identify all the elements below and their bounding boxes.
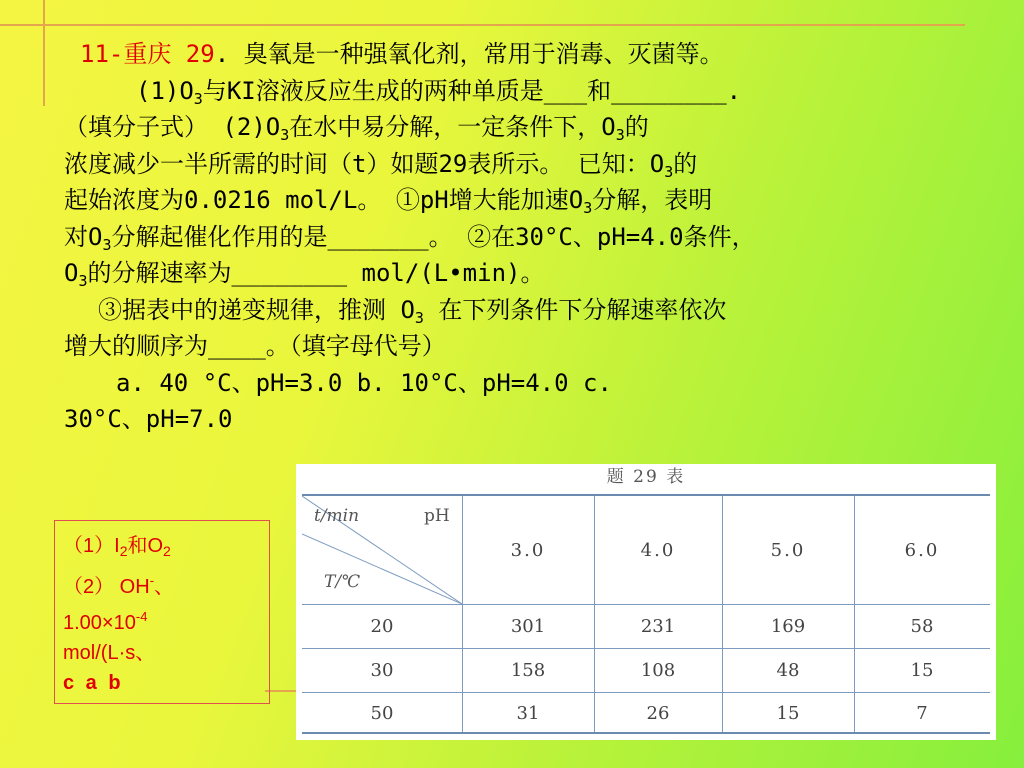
question-line-1: 11-重庆 29. 臭氧是一种强氧化剂，常用于消毒、灭菌等。 — [80, 40, 724, 68]
answer-line-3: $1.00\times 10^{-4}$ — [63, 609, 148, 634]
ph-header: 4.0 — [640, 539, 676, 561]
table-cell: 158 — [510, 659, 546, 681]
table-cell: 31 — [516, 702, 540, 724]
question-line-5: 起始浓度为0.0216 mol/L。 ①pH增大能加速$O_3$分解，表明 — [64, 186, 713, 217]
ozone-halflife-table — [302, 494, 990, 734]
table-cell: 7 — [916, 702, 928, 724]
temp-cell: 20 — [370, 615, 394, 637]
question-source: 11-重庆 29 — [80, 40, 215, 68]
temp-cell: 50 — [370, 702, 394, 724]
question-line-8: ③据表中的递变规律，推测 $O_3$ 在下列条件下分解速率依次 — [98, 295, 727, 327]
table-cell: 169 — [770, 615, 806, 637]
table-cell: 15 — [776, 702, 800, 724]
decor-line-top — [0, 24, 965, 26]
question-line-6: 对$O_3$分解起催化作用的是_______。 ②在30°C、pH=4.0条件， — [64, 222, 756, 254]
question-line-11: 30°C、pH=7.0 — [64, 405, 233, 433]
answer-line-4: mol/(L·s、 — [63, 642, 156, 664]
table-cell: 301 — [510, 615, 546, 637]
table-cell: 48 — [776, 659, 800, 681]
table-cell: 231 — [640, 615, 676, 637]
answer-box — [54, 520, 270, 704]
question-text — [64, 36, 1009, 438]
question-line-10: a. 40 °C、pH=3.0 b. 10°C、pH=4.0 c. — [116, 368, 612, 397]
question-line-4: 浓度减少一半所需的时间（t）如题29表所示。 已知：$O_3$的 — [64, 149, 698, 181]
table-cell: 26 — [646, 702, 670, 724]
question-line-7: $O_3$的分解速率为________ mol/(L•min)。 — [64, 259, 545, 290]
ph-header: 5.0 — [770, 539, 806, 561]
temp-cell: 30 — [370, 659, 394, 681]
answer-line-1: $(1)I_2$和$O_2$ — [63, 535, 171, 559]
ph-header: 6.0 — [904, 539, 940, 561]
question-line-2: $(1)O_3$与KI溶液反应生成的两种单质是___和________. — [136, 76, 742, 108]
answer-line-2: （2） OH-、 — [63, 573, 175, 598]
ph-header: 3.0 — [510, 539, 546, 561]
table-cell: 58 — [910, 615, 934, 637]
data-table-image — [296, 464, 996, 740]
table-title: 题 29 表 — [606, 467, 686, 487]
question-line-3: （填分子式） $(2)O_3$在水中易分解，一定条件下，$O_3$的 — [64, 113, 649, 144]
table-cell: 108 — [640, 659, 676, 681]
answer-line-5: c a b — [63, 672, 124, 694]
question-line-9: 增大的顺序为____。（填字母代号） — [64, 332, 446, 360]
table-cell: 15 — [910, 659, 934, 681]
corner-label-ph: pH — [424, 506, 450, 526]
corner-label-time: t/min — [314, 506, 360, 526]
decor-line-left — [43, 0, 45, 106]
corner-label-temp: T/℃ — [324, 572, 361, 592]
